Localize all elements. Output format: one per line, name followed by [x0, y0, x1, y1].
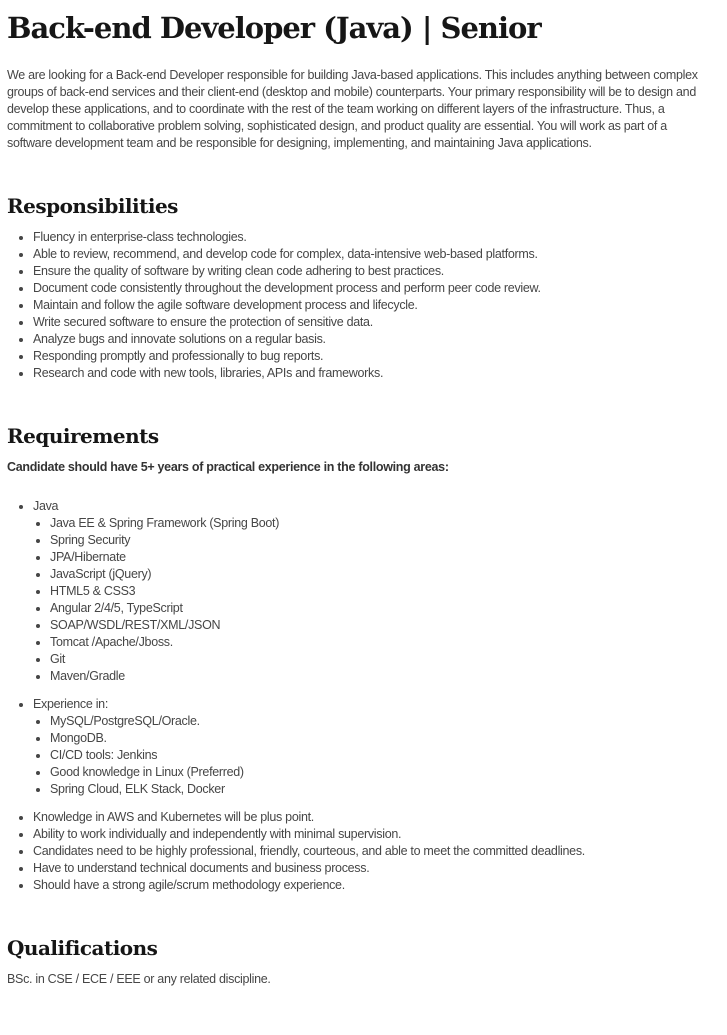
section-qualifications [7, 936, 713, 988]
list-item: • Ensure the quality of software by writing clean code adhering to best practices. [33, 263, 713, 280]
list-item: • HTML5 & CSS3 [50, 583, 713, 600]
requirements-group-experience [7, 696, 713, 798]
list-item: • Spring Cloud, ELK Stack, Docker [50, 781, 713, 798]
requirements-heading: Requirements [7, 423, 159, 448]
experience-skills-list [33, 713, 713, 798]
list-item: • SOAP/WSDL/REST/XML/JSON [50, 617, 713, 634]
list-item: • Knowledge in AWS and Kubernetes will be plus point. [33, 809, 713, 826]
list-item: • JPA/Hibernate [50, 549, 713, 566]
group-label-java: Java [33, 498, 59, 513]
list-item: • Spring Security [50, 532, 713, 549]
list-item: • MongoDB. [50, 730, 713, 747]
section-responsibilities [7, 194, 713, 382]
list-item: • Responding promptly and professionally to bug reports. [33, 348, 713, 365]
qualifications-heading: Qualifications [7, 935, 158, 960]
list-item: • Maintain and follow the agile software development process and lifecycle. [33, 297, 713, 314]
qualifications-text: BSc. in CSE / ECE / EEE or any related discipline. [7, 971, 271, 986]
list-item: • Fluency in enterprise-class technologies. [33, 229, 713, 246]
responsibilities-heading: Responsibilities [7, 193, 178, 218]
list-item: • Write secured software to ensure the protection of sensitive data. [33, 314, 713, 331]
list-item [33, 696, 713, 798]
list-item: • Git [50, 651, 713, 668]
list-item: • Analyze bugs and innovate solutions on a regular basis. [33, 331, 713, 348]
list-item: • Should have a strong agile/scrum methodology experience. [33, 877, 713, 894]
requirements-additional-list [7, 809, 713, 894]
requirements-group-java [7, 498, 713, 685]
list-item: • MySQL/PostgreSQL/Oracle. [50, 713, 713, 730]
responsibilities-list [7, 229, 713, 382]
list-item [33, 498, 713, 685]
list-item: • Maven/Gradle [50, 668, 713, 685]
list-item: • Candidates need to be highly professional, friendly, courteous, and able to meet the committed deadlines. [33, 843, 713, 860]
list-item: • Good knowledge in Linux (Preferred) [50, 764, 713, 781]
list-item: • Java EE & Spring Framework (Spring Boot) [50, 515, 713, 532]
requirements-lead: Candidate should have 5+ years of practical experience in the following areas: [7, 459, 449, 474]
section-requirements [7, 424, 713, 894]
list-item: • JavaScript (jQuery) [50, 566, 713, 583]
list-item: • Document code consistently throughout the development process and perform peer code review. [33, 280, 713, 297]
list-item: • Angular 2/4/5, TypeScript [50, 600, 713, 617]
list-item: • CI/CD tools: Jenkins [50, 747, 713, 764]
list-item: • Able to review, recommend, and develop code for complex, data-intensive web-based platforms. [33, 246, 713, 263]
job-posting-document [0, 11, 727, 988]
job-description-intro: We are looking for a Back-end Developer responsible for building Java-based applications. This includes anything between complex groups of back-end services and their client-end (desktop and mobile) counterparts. Your primary responsibility will be to design and develop these applications, and to coordinate with the rest of the team working on different layers of the infrastructure. Thus, a commitment to collaborative problem solving, sophisticated design, and product quality are essential. You will work as part of a software development team and be responsible for designing, implementing, and maintaining Java applications. [7, 67, 698, 150]
list-item: • Tomcat /Apache/Jboss. [50, 634, 713, 651]
list-item: • Have to understand technical documents and business process. [33, 860, 713, 877]
java-skills-list [33, 515, 713, 685]
group-label-experience: Experience in: [33, 696, 109, 711]
list-item: • Research and code with new tools, libraries, APIs and frameworks. [33, 365, 713, 382]
page-title: Back-end Developer (Java) | Senior [7, 11, 541, 45]
list-item: • Ability to work individually and independently with minimal supervision. [33, 826, 713, 843]
